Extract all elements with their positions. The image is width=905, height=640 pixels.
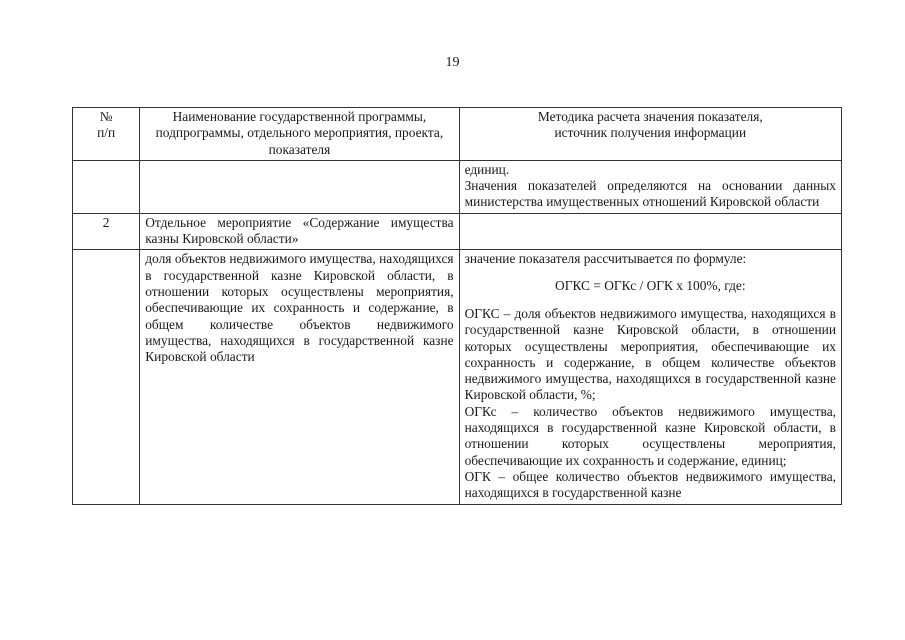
method-intro: значение показателя рассчитывается по формуле:: [464, 251, 747, 267]
continuation-number-cell: [73, 160, 140, 213]
measure-title-cell: Отдельное мероприятие «Содержание имущества казны Кировской области»: [140, 213, 459, 250]
header-name-label: Наименование государственной программы, подпрограммы, отдельного мероприятия, проекта, показателя: [155, 109, 444, 157]
header-method-label-line2: источник получения информации: [554, 125, 747, 141]
indicator-methodology-table: [72, 107, 842, 505]
measure-number-cell: 2: [73, 213, 140, 250]
definition-2: ОГКс – количество объектов недвижимого имущества, находящихся в государственной казне Кировской области, в отношении которых осуществлены мероприятия, обеспечивающие их сохранность и содержание, единиц;: [464, 403, 836, 468]
header-number-symbol: №: [99, 109, 113, 124]
measure-method-cell: [459, 213, 841, 250]
header-number-cell: [73, 108, 140, 161]
indicator-method-cell: [459, 250, 841, 504]
continuation-text-2: Значения показателей определяются на основании данных министерства имущественных отношений Кировской области: [464, 178, 836, 210]
formula: ОГКС = ОГКс / ОГК х 100%, где:: [555, 277, 746, 293]
header-method-cell: [459, 108, 841, 161]
definition-1: ОГКС – доля объектов недвижимого имущества, находящихся в государственной казне Кировской области, в отношении которых осуществлены мероприятия, обеспечивающие их сохранность и содержание, в общем количестве объектов недвижимого имущества, находящихся в государственной казне Кировской области, %;: [464, 305, 836, 403]
header-name-cell: [140, 108, 459, 161]
continuation-name-cell: [140, 160, 459, 213]
indicator-row: [73, 250, 842, 504]
continuation-row: [73, 160, 842, 213]
indicator-number-cell: [73, 250, 140, 504]
page-number: 19: [445, 55, 460, 70]
continuation-text-1: единиц.: [464, 161, 510, 177]
header-number-label: п/п: [97, 125, 116, 141]
continuation-method-cell: [459, 160, 841, 213]
header-method-label-line1: Методика расчета значения показателя,: [537, 109, 763, 124]
measure-row: [73, 213, 842, 250]
table-header-row: [73, 108, 842, 161]
indicator-name-cell: доля объектов недвижимого имущества, находящихся в государственной казне Кировской области, в отношении которых осуществлены мероприятия, обеспечивающие их сохранность и содержание, в общем количестве объектов недвижимого имущества, находящихся в государственной казне Кировской области: [140, 250, 459, 504]
definition-3: ОГК – общее количество объектов недвижимого имущества, находящихся в государственной казне: [464, 468, 836, 501]
